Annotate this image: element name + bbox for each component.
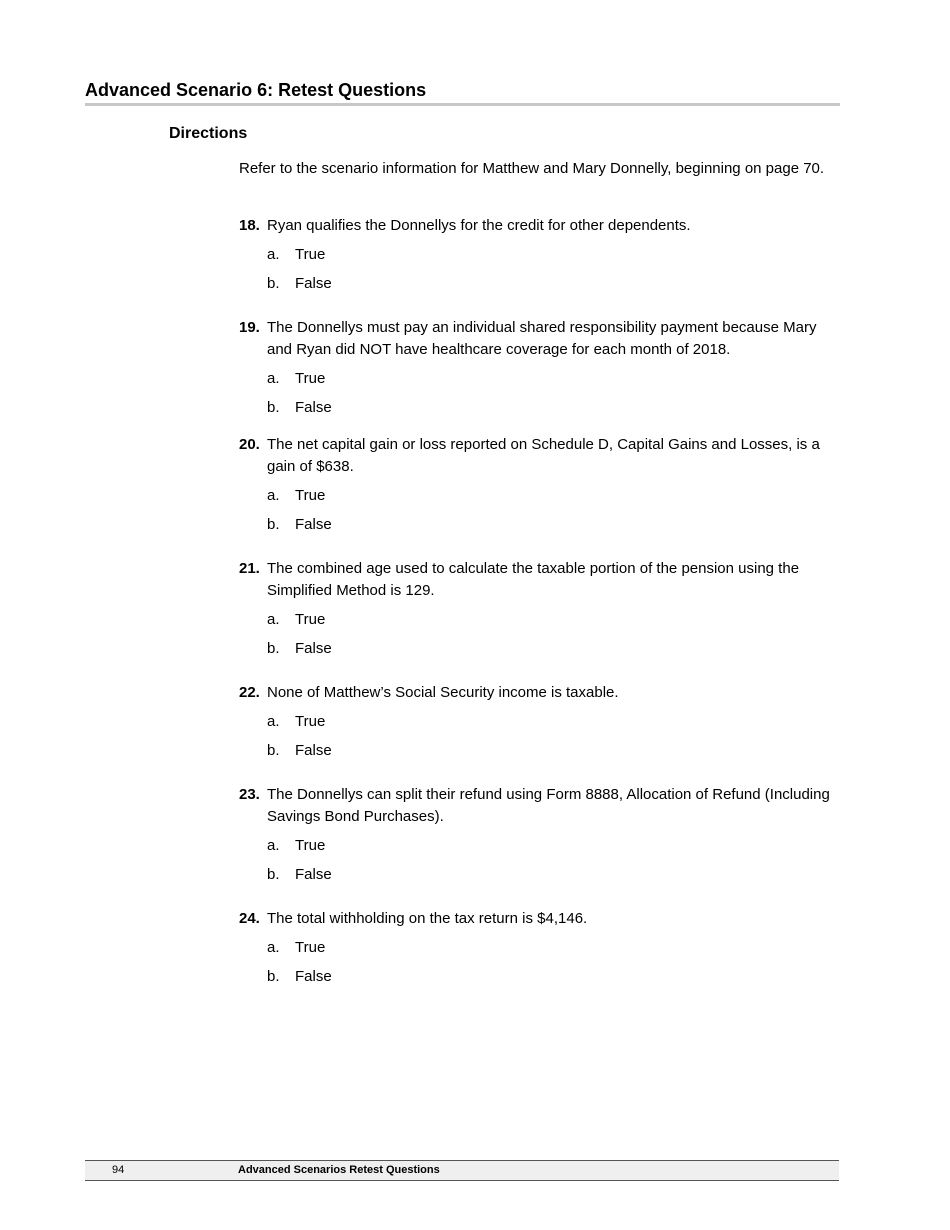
question-text: Ryan qualifies the Donnellys for the credit for other dependents. (267, 217, 691, 234)
question-text: The net capital gain or loss reported on Schedule D, Capital Gains and Losses, is a gain of $638. (267, 436, 820, 475)
option-label: True (295, 837, 326, 854)
option-label: True (295, 713, 326, 730)
question-number: 20. (239, 436, 260, 453)
option-a (267, 938, 844, 967)
option-b (267, 274, 844, 303)
option-label: False (295, 742, 332, 759)
option-letter: b. (267, 399, 280, 416)
question-number: 21. (239, 560, 260, 577)
option-label: False (295, 640, 332, 657)
option-letter: b. (267, 516, 280, 533)
option-letter: a. (267, 487, 280, 504)
question-text: The combined age used to calculate the taxable portion of the pension using the Simplified Method is 129. (267, 560, 800, 599)
option-label: False (295, 275, 332, 292)
option-letter: b. (267, 742, 280, 759)
directions-text: Refer to the scenario information for Matthew and Mary Donnelly, beginning on page 70. (239, 160, 825, 177)
question-number: 18. (239, 217, 260, 234)
directions-heading: Directions (169, 125, 248, 142)
question-number: 24. (239, 910, 260, 927)
option-a (267, 610, 844, 639)
question-20 (239, 434, 844, 544)
option-label: True (295, 487, 326, 504)
option-label: False (295, 968, 332, 985)
question-text: None of Matthew’s Social Security income is taxable. (267, 684, 619, 701)
question-number: 19. (239, 319, 260, 336)
question-text: The Donnellys can split their refund using Form 8888, Allocation of Refund (Including Savings Bond Purchases). (267, 786, 830, 825)
option-a (267, 712, 844, 741)
question-number: 22. (239, 684, 260, 701)
option-letter: a. (267, 939, 280, 956)
option-letter: b. (267, 275, 280, 292)
option-b (267, 515, 844, 544)
option-letter: a. (267, 246, 280, 263)
footer-label: Advanced Scenarios Retest Questions (238, 1164, 440, 1176)
page-number: 94 (112, 1164, 125, 1176)
option-letter: a. (267, 837, 280, 854)
option-b (267, 639, 844, 668)
option-letter: b. (267, 866, 280, 883)
option-letter: a. (267, 713, 280, 730)
page-footer (85, 1160, 839, 1181)
option-a (267, 486, 844, 515)
option-letter: a. (267, 370, 280, 387)
answer-options (267, 610, 844, 668)
question-number: 23. (239, 786, 260, 803)
option-a (267, 836, 844, 865)
option-label: False (295, 399, 332, 416)
option-label: True (295, 611, 326, 628)
option-label: True (295, 370, 326, 387)
answer-options (267, 486, 844, 544)
option-a (267, 245, 844, 274)
option-a (267, 369, 844, 398)
answer-options (267, 938, 844, 996)
option-letter: b. (267, 640, 280, 657)
option-letter: b. (267, 968, 280, 985)
question-text: The total withholding on the tax return is $4,146. (267, 910, 588, 927)
option-b (267, 865, 844, 894)
question-21 (239, 558, 844, 668)
option-b (267, 398, 844, 427)
question-22 (239, 682, 844, 770)
question-text: The Donnellys must pay an individual shared responsibility payment because Mary and Ryan did NOT have healthcare coverage for each month of 2018. (267, 319, 817, 358)
question-24 (239, 908, 844, 996)
answer-options (267, 369, 844, 427)
answer-options (267, 712, 844, 770)
option-b (267, 967, 844, 996)
option-label: True (295, 939, 326, 956)
question-18 (239, 215, 844, 303)
answer-options (267, 836, 844, 894)
question-19 (239, 317, 844, 427)
option-label: True (295, 246, 326, 263)
option-letter: a. (267, 611, 280, 628)
option-b (267, 741, 844, 770)
option-label: False (295, 516, 332, 533)
answer-options (267, 245, 844, 303)
option-label: False (295, 866, 332, 883)
page-title: Advanced Scenario 6: Retest Questions (85, 79, 840, 106)
question-23 (239, 784, 844, 894)
